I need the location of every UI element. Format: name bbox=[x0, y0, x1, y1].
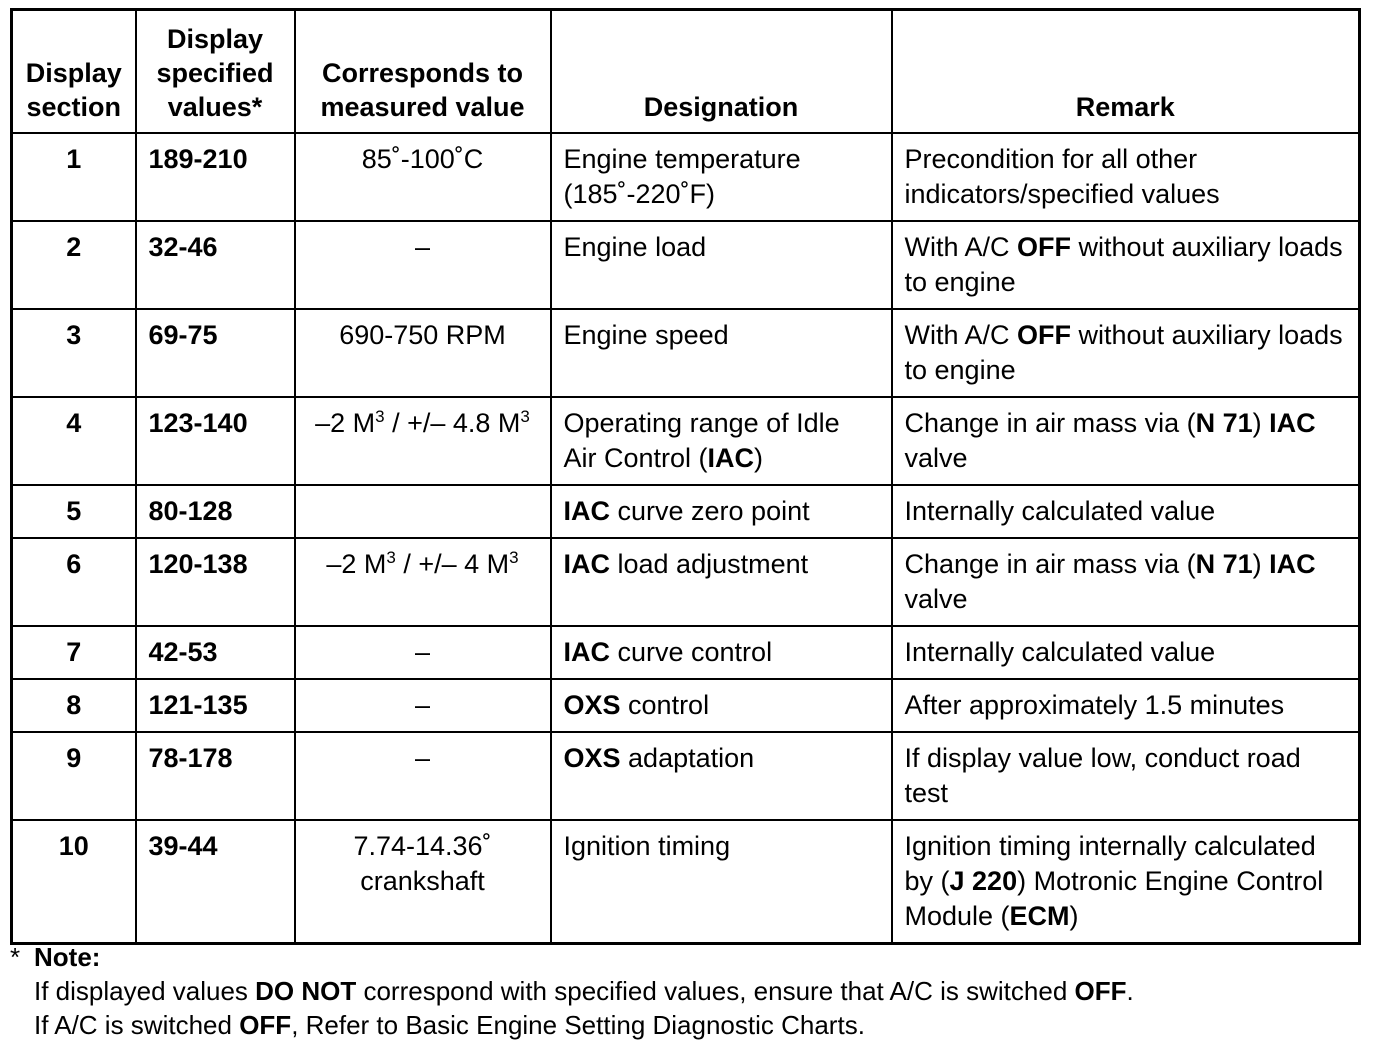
measured-value-cell: – bbox=[295, 221, 551, 309]
exponent: 3 bbox=[520, 406, 530, 426]
display-section-cell: 6 bbox=[12, 538, 136, 626]
text-run: ) Motronic Engine Control Module ( bbox=[904, 865, 1324, 931]
footnote bbox=[10, 940, 1360, 1042]
exponent: 3 bbox=[509, 547, 519, 567]
remark-cell bbox=[892, 820, 1360, 944]
specified-values-cell: 123-140 bbox=[136, 397, 295, 485]
text-run: curve zero point bbox=[610, 495, 810, 526]
table-row bbox=[12, 309, 1360, 397]
text-run: Engine temperature (185˚-220˚F) bbox=[563, 143, 801, 209]
text-run: ) bbox=[1069, 900, 1079, 931]
text-run: If display value low, conduct road test bbox=[904, 742, 1301, 808]
table-row bbox=[12, 820, 1360, 944]
note-heading bbox=[10, 940, 1360, 974]
text-run: ) bbox=[1252, 548, 1270, 579]
designation-cell bbox=[551, 820, 892, 944]
bold-term: OXS bbox=[563, 742, 621, 773]
bold-term: IAC bbox=[563, 548, 610, 579]
display-section-cell: 7 bbox=[12, 626, 136, 679]
text-run: Change in air mass via ( bbox=[904, 548, 1196, 579]
text-run: without auxiliary loads to engine bbox=[904, 231, 1343, 297]
remark-cell bbox=[892, 732, 1360, 820]
text-run: adaptation bbox=[620, 742, 755, 773]
display-section-cell: 8 bbox=[12, 679, 136, 732]
bold-term: OFF bbox=[1017, 231, 1072, 262]
designation-cell bbox=[551, 309, 892, 397]
text-run: / +/– 4 M bbox=[395, 548, 510, 579]
text-run: Engine load bbox=[563, 231, 707, 262]
specified-values-cell: 189-210 bbox=[136, 133, 295, 221]
remark-cell bbox=[892, 626, 1360, 679]
remark-cell bbox=[892, 485, 1360, 538]
note-title: Note: bbox=[34, 942, 101, 972]
text-run: / +/– 4.8 M bbox=[384, 407, 521, 438]
bold-term: OFF bbox=[1017, 319, 1072, 350]
display-section-cell: 3 bbox=[12, 309, 136, 397]
text-run: Internally calculated value bbox=[904, 495, 1216, 526]
text-run: Engine speed bbox=[563, 319, 729, 350]
display-section-cell: 4 bbox=[12, 397, 136, 485]
designation-cell bbox=[551, 485, 892, 538]
text-run: Internally calculated value bbox=[904, 636, 1216, 667]
header-designation: Designation bbox=[551, 10, 892, 133]
table-row bbox=[12, 732, 1360, 820]
header-remark: Remark bbox=[892, 10, 1360, 133]
header-row bbox=[12, 10, 1360, 133]
table-body bbox=[12, 133, 1360, 944]
specified-values-cell: 121-135 bbox=[136, 679, 295, 732]
remark-cell bbox=[892, 538, 1360, 626]
bold-term: IAC bbox=[1269, 548, 1316, 579]
exponent: 3 bbox=[375, 406, 385, 426]
text-run: Operating range of Idle Air Control ( bbox=[563, 407, 840, 473]
remark-cell bbox=[892, 309, 1360, 397]
text-run: curve control bbox=[610, 636, 773, 667]
bold-term: DO NOT bbox=[255, 976, 357, 1006]
text-run: If A/C is switched bbox=[34, 1010, 240, 1040]
exponent: 3 bbox=[386, 547, 396, 567]
specified-values-cell: 80-128 bbox=[136, 485, 295, 538]
header-display-section: Display section bbox=[12, 10, 136, 133]
header-specified-values: Display specified values* bbox=[136, 10, 295, 133]
bold-term: J 220 bbox=[949, 865, 1018, 896]
text-run: correspond with specified values, ensure that A/C is switched bbox=[356, 976, 1075, 1006]
text-run: Ignition timing internally calculated by ( bbox=[904, 830, 1316, 896]
measured-value-cell: – bbox=[295, 626, 551, 679]
designation-cell bbox=[551, 626, 892, 679]
measured-value-cell bbox=[295, 485, 551, 538]
text-run: After approximately 1.5 minutes bbox=[904, 689, 1285, 720]
specified-values-cell: 69-75 bbox=[136, 309, 295, 397]
remark-cell bbox=[892, 221, 1360, 309]
bold-term: N 71 bbox=[1195, 407, 1253, 438]
designation-cell bbox=[551, 397, 892, 485]
table-row bbox=[12, 133, 1360, 221]
text-run: With A/C bbox=[904, 319, 1018, 350]
note-line-2 bbox=[10, 1008, 1360, 1042]
remark-cell bbox=[892, 133, 1360, 221]
text-run: , Refer to Basic Engine Setting Diagnostic Charts. bbox=[291, 1010, 865, 1040]
display-section-cell: 10 bbox=[12, 820, 136, 944]
display-section-cell: 9 bbox=[12, 732, 136, 820]
text-run: ) bbox=[754, 442, 764, 473]
measured-value-cell: – bbox=[295, 679, 551, 732]
designation-cell bbox=[551, 133, 892, 221]
bold-term: ECM bbox=[1009, 900, 1070, 931]
text-run: –2 M bbox=[326, 548, 387, 579]
bold-term: IAC bbox=[563, 495, 610, 526]
text-run: Precondition for all other indicators/specified values bbox=[904, 143, 1220, 209]
designation-cell bbox=[551, 732, 892, 820]
bold-term: OFF bbox=[1074, 976, 1127, 1006]
text-run: With A/C bbox=[904, 231, 1018, 262]
bold-term: IAC bbox=[563, 636, 610, 667]
remark-cell bbox=[892, 397, 1360, 485]
table-row bbox=[12, 679, 1360, 732]
text-run: –2 M bbox=[315, 407, 376, 438]
measured-value-cell bbox=[295, 397, 551, 485]
display-section-cell: 2 bbox=[12, 221, 136, 309]
table-row bbox=[12, 397, 1360, 485]
text-run: Change in air mass via ( bbox=[904, 407, 1196, 438]
measured-value-cell: 7.74-14.36˚ crankshaft bbox=[295, 820, 551, 944]
measured-value-cell: – bbox=[295, 732, 551, 820]
header-measured-value: Corresponds to measured value bbox=[295, 10, 551, 133]
specified-values-cell: 32-46 bbox=[136, 221, 295, 309]
display-section-cell: 5 bbox=[12, 485, 136, 538]
note-line-1 bbox=[10, 974, 1360, 1008]
text-run: load adjustment bbox=[610, 548, 809, 579]
bold-term: N 71 bbox=[1195, 548, 1253, 579]
table-row bbox=[12, 538, 1360, 626]
bold-term: OFF bbox=[239, 1010, 292, 1040]
bold-term: IAC bbox=[707, 442, 755, 473]
text-run: without auxiliary loads to engine bbox=[904, 319, 1343, 385]
measured-value-cell: 85˚-100˚C bbox=[295, 133, 551, 221]
text-run: valve bbox=[904, 442, 968, 473]
specified-values-cell: 42-53 bbox=[136, 626, 295, 679]
table-row bbox=[12, 485, 1360, 538]
note-asterisk: * bbox=[10, 942, 21, 972]
display-section-cell: 1 bbox=[12, 133, 136, 221]
table-row bbox=[12, 221, 1360, 309]
text-run: . bbox=[1126, 976, 1134, 1006]
specified-values-cell: 78-178 bbox=[136, 732, 295, 820]
text-run: control bbox=[620, 689, 710, 720]
table-row bbox=[12, 626, 1360, 679]
specification-table bbox=[10, 8, 1361, 945]
measured-value-cell bbox=[295, 538, 551, 626]
text-run: If displayed values bbox=[34, 976, 256, 1006]
specified-values-cell: 120-138 bbox=[136, 538, 295, 626]
remark-cell bbox=[892, 679, 1360, 732]
designation-cell bbox=[551, 221, 892, 309]
bold-term: OXS bbox=[563, 689, 621, 720]
bold-term: IAC bbox=[1269, 407, 1316, 438]
text-run: valve bbox=[904, 583, 968, 614]
text-run: ) bbox=[1252, 407, 1270, 438]
specified-values-cell: 39-44 bbox=[136, 820, 295, 944]
designation-cell bbox=[551, 679, 892, 732]
measured-value-cell: 690-750 RPM bbox=[295, 309, 551, 397]
designation-cell bbox=[551, 538, 892, 626]
text-run: Ignition timing bbox=[563, 830, 731, 861]
